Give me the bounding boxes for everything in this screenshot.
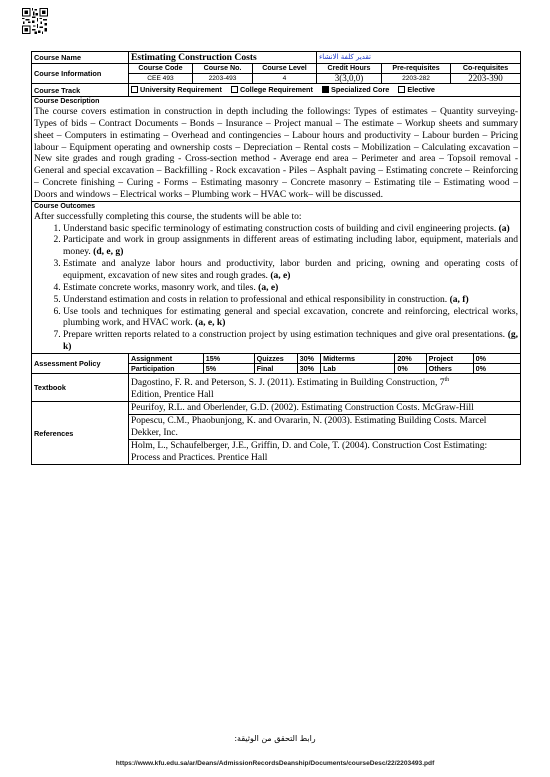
verification-url[interactable]: https://www.kfu.edu.sa/ar/Deans/AdmissionRecordsDeanship/Documents/courseDesc/22/2203493.pdf bbox=[115, 760, 435, 767]
course-outcomes-cell bbox=[32, 201, 521, 353]
course-description-row bbox=[32, 97, 521, 202]
corequisites-value: 2203-390 bbox=[451, 74, 521, 84]
track-option-label: Specialized Core bbox=[330, 85, 390, 94]
col-prerequisites: Pre-requisites bbox=[382, 64, 451, 74]
outcome-text: Understand estimation and costs in relation to professional and ethical responsibility in construction. bbox=[63, 293, 448, 305]
credit-hours-value: 3(3,0,0) bbox=[317, 74, 382, 84]
reference-item: Popescu, C.M., Phaobunjong, K. and Ovararin, N. (2003). Estimating Building Costs. Marcel Dekker, Inc. bbox=[129, 414, 520, 439]
textbook-edition-sup: th bbox=[444, 376, 450, 383]
assessment-item-label: Assignment bbox=[129, 354, 203, 364]
course-level-value: 4 bbox=[253, 74, 317, 84]
track-option-label: University Requirement bbox=[140, 85, 222, 94]
references-label: References bbox=[32, 402, 129, 465]
course-info-header-row bbox=[32, 64, 521, 74]
col-course-no: Course No. bbox=[193, 64, 253, 74]
course-track-options bbox=[129, 84, 521, 97]
course-info-label: Course Information bbox=[32, 64, 129, 84]
references-row bbox=[32, 402, 521, 465]
prerequisites-value: 2203-282 bbox=[382, 74, 451, 84]
assessment-policy-label: Assessment Policy bbox=[32, 353, 129, 373]
assessment-item-weight: 0% bbox=[473, 354, 520, 364]
checkbox-icon bbox=[231, 86, 238, 93]
textbook-row bbox=[32, 373, 521, 401]
qr-code-icon bbox=[22, 8, 48, 34]
outcome-tag: (d, e, g) bbox=[93, 246, 124, 258]
outcome-item bbox=[63, 258, 518, 282]
outcome-item bbox=[63, 306, 518, 330]
course-outcomes-row bbox=[32, 201, 521, 353]
course-track-label: Course Track bbox=[32, 84, 129, 97]
textbook-citation-cont: Edition, Prentice Hall bbox=[131, 390, 214, 401]
course-name-arabic: تقدير كلفة الانشاء bbox=[317, 52, 521, 64]
outcome-text: Use tools and techniques for estimating general and special excavation, concrete and reinforcing, electrical works, plumbing work, and HVAC work. bbox=[63, 305, 519, 329]
course-name: Estimating Construction Costs bbox=[129, 52, 317, 64]
assessment-grid-cell bbox=[129, 353, 521, 373]
assessment-item-weight: 30% bbox=[297, 354, 320, 364]
outcome-text: Prepare written reports related to a construction project by using estimation techniques and give oral presentations. bbox=[63, 329, 506, 341]
checkbox-icon bbox=[398, 86, 405, 93]
assessment-item-label: Participation bbox=[129, 363, 203, 373]
course-spec-table bbox=[31, 51, 521, 465]
assessment-grid-row bbox=[129, 363, 520, 373]
outcome-tag: (a, e, k) bbox=[195, 317, 226, 329]
assessment-item-weight: 30% bbox=[297, 363, 320, 373]
assessment-item-label: Midterms bbox=[321, 354, 395, 364]
textbook-label: Textbook bbox=[32, 373, 129, 401]
assessment-item-weight: 15% bbox=[203, 354, 254, 364]
assessment-item-label: Final bbox=[254, 363, 297, 373]
outcome-text: Estimate and analyze labor hours and productivity, labor burden and pricing, owning and operating costs of equipment, excavation of new sites and rough grades. bbox=[63, 258, 519, 281]
assessment-grid bbox=[129, 354, 520, 373]
course-outcomes-heading: Course Outcomes bbox=[34, 201, 96, 210]
assessment-item-weight: 0% bbox=[395, 363, 426, 373]
course-name-row bbox=[32, 52, 521, 64]
reference-item: Holm, L., Schaufelberger, J.E., Griffin, D. and Cole, T. (2004). Construction Cost Estimating: Process and Practices. Prentice Hall bbox=[129, 439, 520, 464]
course-outcomes-list bbox=[58, 223, 518, 353]
col-corequisites: Co-requisites bbox=[451, 64, 521, 74]
course-description-text: The course covers estimation in construction in depth including the followings: Types of estimates – Quantity surveying- Types of bids – Contract Documents – Bonds – Insurance – Project manual – The estimate – Workup sheets and summary sheet – Computers in estimating – Overhead and contingencies – Labour hours and productivity – Labour burden – Pricing labour – Equipment operating and ownership costs – Depreciation – Rental costs – Mobilization – Calculating excavation – New site grades and rough grading - Cross-section method - Average end area – Perimeter and area – Topsoil removal - General and special excavation – Backfilling - Rock excavation - Piles – Asphalt paving – Estimating concrete – Reinforcing – Concrete finishing – Curing - Forms – Estimating masonry – Concrete masonry – Estimating tile – Estimating wood – Doors and windows – Electrical works – Plumbing work – HVAC work– will be discussed. bbox=[34, 106, 519, 200]
outcome-tag: (a, e) bbox=[258, 281, 279, 293]
outcome-item bbox=[63, 223, 518, 235]
course-description-heading: Course Description bbox=[34, 97, 100, 105]
track-option-college bbox=[231, 85, 313, 94]
col-credit-hours: Credit Hours bbox=[317, 64, 382, 74]
course-track-row bbox=[32, 84, 521, 97]
textbook-citation: Dagostino, F. R. and Peterson, S. J. (2011). Estimating in Building Construction, 7 bbox=[131, 378, 445, 389]
checkbox-checked-icon bbox=[322, 86, 329, 93]
col-course-level: Course Level bbox=[253, 64, 317, 74]
outcome-tag: (a) bbox=[498, 222, 510, 234]
outcome-tag: (g, k) bbox=[63, 329, 519, 353]
outcome-text: Understand basic specific terminology of estimating construction costs of building and civil engineering projects. bbox=[63, 222, 497, 234]
course-name-label: Course Name bbox=[32, 52, 129, 64]
track-option-specialized-core bbox=[322, 85, 389, 94]
reference-item: Peurifoy, R.L. and Oberlender, G.D. (2002). Estimating Construction Costs. McGraw-Hill bbox=[131, 403, 474, 414]
assessment-item-weight: 20% bbox=[395, 354, 426, 364]
outcome-item bbox=[63, 329, 518, 353]
col-course-code: Course Code bbox=[129, 64, 193, 74]
course-code-value: CEE 493 bbox=[129, 74, 193, 84]
outcome-tag: (a, f) bbox=[449, 293, 469, 305]
course-no-value: 2203-493 bbox=[193, 74, 253, 84]
references-cell bbox=[129, 402, 521, 465]
assessment-item-label: Others bbox=[426, 363, 473, 373]
verification-label: رابط التحقق من الوثيقة: bbox=[234, 734, 316, 743]
outcome-item bbox=[63, 234, 518, 258]
outcome-tag: (a, e) bbox=[270, 269, 291, 281]
checkbox-icon bbox=[131, 86, 138, 93]
assessment-item-weight: 0% bbox=[473, 363, 520, 373]
outcome-text: Participate and work in group assignments in different areas of estimating including labor, equipment, materials and money. bbox=[63, 234, 519, 258]
assessment-item-label: Lab bbox=[321, 363, 395, 373]
assessment-row-1 bbox=[32, 353, 521, 373]
course-description-cell bbox=[32, 97, 521, 202]
assessment-item-label: Project bbox=[426, 354, 473, 364]
track-option-label: Elective bbox=[407, 85, 435, 94]
assessment-item-label: Quizzes bbox=[254, 354, 297, 364]
track-option-elective bbox=[398, 85, 435, 94]
course-outcomes-intro: After successfully completing this course, the students will be able to: bbox=[34, 210, 302, 222]
outcome-item bbox=[63, 282, 518, 294]
assessment-item-weight: 5% bbox=[203, 363, 254, 373]
assessment-grid-row bbox=[129, 354, 520, 364]
outcome-item bbox=[63, 294, 518, 306]
textbook-cell bbox=[129, 373, 521, 401]
track-option-label: College Requirement bbox=[239, 85, 313, 94]
track-option-university bbox=[131, 85, 222, 94]
outcome-text: Estimate concrete works, masonry work, and tiles. bbox=[63, 281, 256, 293]
